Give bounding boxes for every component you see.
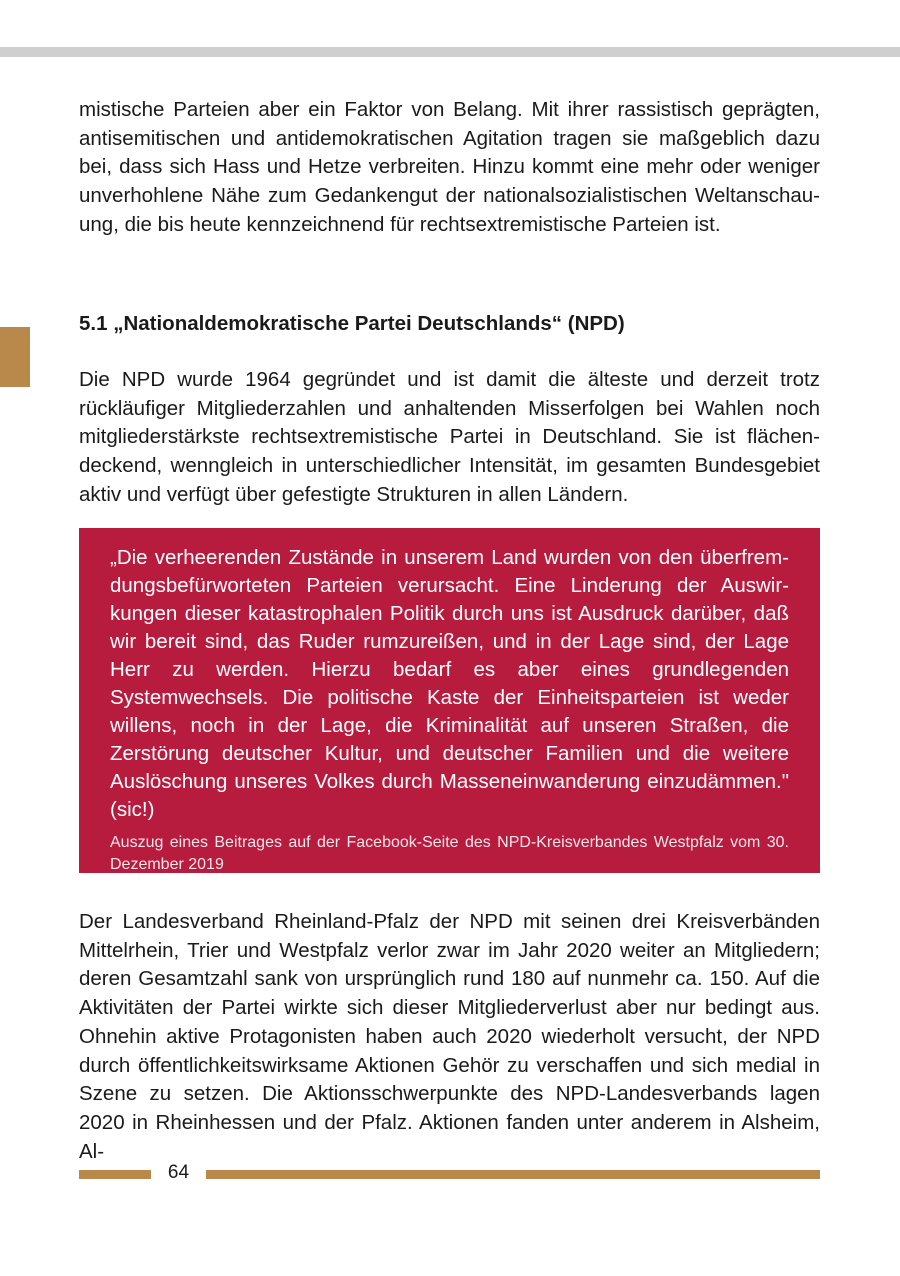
chapter-side-tab [0,327,30,387]
page-number: 64 [167,1162,190,1183]
quote-box [79,528,820,873]
paragraph-npd-overview: Die NPD wurde 1964 gegründet und ist damit die älteste und derzeit trotz rückläufiger Mitgliederzahlen und anhaltenden Misserfolgen bei Wahlen noch mitgliederstärkste rechtsextremistische Partei in Deutschland. Sie ist flächendeckend, wenngleich in unterschiedlicher Intensität, im gesamten Bundesgebiet aktiv und verfügt über gefestigte Strukturen in allen Ländern. [79,368,820,506]
top-rule [0,47,900,57]
footer-rule-left [79,1170,151,1179]
paragraph-intro: mistische Parteien aber ein Faktor von Belang. Mit ihrer rassistisch geprägten, antisemitischen und antidemokratischen Agitation tragen sie maßgeblich dazu bei, dass sich Hass und Hetze verbreiten. Hinzu kommt eine mehr oder weniger unverhohlene Nähe zum Gedankengut der nationalsozialistischen Weltanschauung, die bis heute kennzeichnend für rechtsextremistische Parteien ist. [79,98,820,236]
quote-text: „Die verheerenden Zustände in unserem Land wurden von den überfremdungsbefürworteten Parteien verursacht. Eine Linderung der Auswirkungen dieser katastrophalen Politik durch uns ist Ausdruck darüber, daß wir bereit sind, das Ruder rumzureißen, und in der Lage sind, der Lage Herr zu werden. Hierzu bedarf es aber eines grundlegenden Systemwechsels. Die politische Kaste der Einheitsparteien ist weder willens, noch in der Lage, die Kriminalität auf unseren Straßen, die Zerstörung deutscher Kultur, und deutscher Familien und die weitere Auslöschung unseres Volkes durch Masseneinwanderung einzudämmen." (sic!) [110,546,789,821]
quote-source: Auszug eines Beitrages auf der Facebook-Seite des NPD-Kreisverbandes Westpfalz vom 30. Dezember 2019 [110,834,789,873]
paragraph-landesverband: Der Landesverband Rheinland-Pfalz der NPD mit seinen drei Kreisverbänden Mittelrhein, Trier und Westpfalz verlor zwar im Jahr 2020 weiter an Mitgliedern; deren Gesamtzahl sank von ursprünglich rund 180 auf nunmehr ca. 150. Auf die Aktivitäten der Partei wirkte sich dieser Mitgliederverlust aber nur bedingt aus. Ohnehin aktive Protagonisten haben auch 2020 wiederholt versucht, der NPD durch öffentlichkeitswirksame Aktionen Gehör zu verschaffen und sich medial in Szene zu setzen. Die Aktionsschwerpunkte des NPD-Landesverbands lagen 2020 in Rheinhessen und der Pfalz. Aktionen fanden unter anderem in Alsheim, Al- [79,910,820,1163]
footer-rule-right [206,1170,820,1179]
section-heading: 5.1 „Nationaldemokratische Partei Deutschlands“ (NPD) [79,312,625,335]
